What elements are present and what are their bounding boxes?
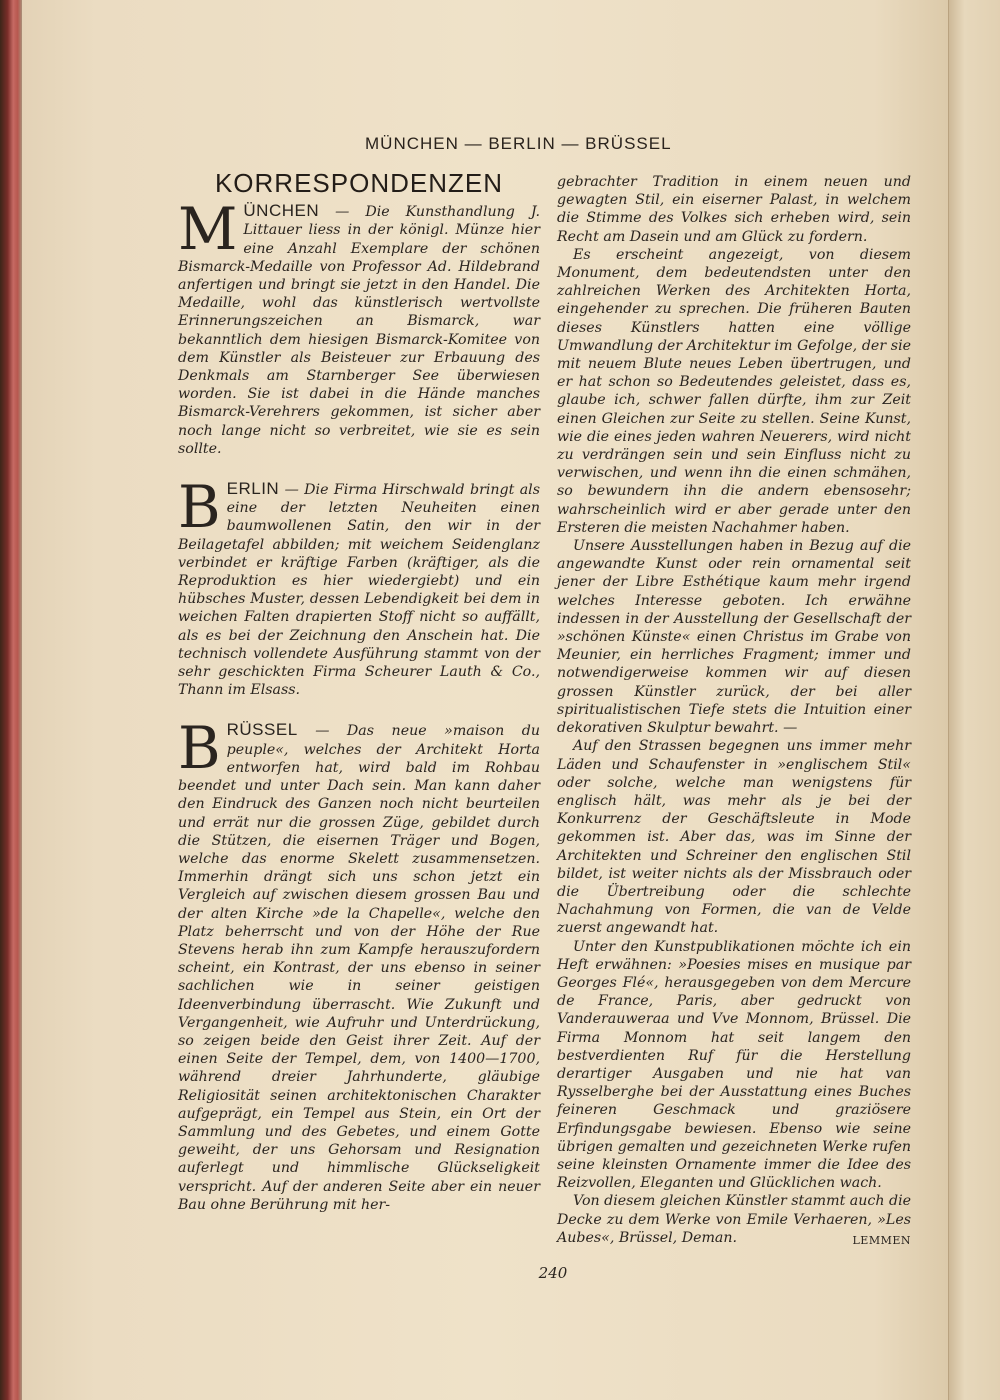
- section-berlin: [178, 473, 540, 699]
- page-title: KORRESPONDENZEN: [214, 168, 504, 198]
- section-brussels: [178, 714, 540, 1213]
- brussels-text: — Das neue »maison du peuple«, welches der Architekt Horta entworfen hat, wird bald im Rohbau beendet und unter Dach sein. Man kann daher den Eindruck des Ganzen noch nicht beurteilen und errät nur die grossen Züge, gebildet durch die Stützen, die eisernen Träger und Bogen, welche das enorme Skelett zusammensetzen. Immerhin drängt sich uns schon jetzt ein Vergleich auf zwischen diesem grossen Bau und der alten Kirche »de la Chapelle«, welche den Platz beherrscht und von der Höhe der Rue Stevens herab ihn zum Kampfe herauszufordern scheint, ein Kontrast, der uns ebenso in seiner sachlichen wie in seiner geistigen Ideenverbindung überrascht. Wie Zukunft und Vergangenheit, wie Aufruhr und Unterdrückung, so zeigen beide den Geist ihrer Zeit. Auf der einen Seite der Tempel, dem, von 1400—1700, während dreier Jahrhunderte, gläubige Religiosität seinen architektonischen Charakter aufgeprägt, ein Tempel aus Stein, ein Ort der Sammlung und des Gebetes, und einem Gotte geweiht, der uns Gehorsam und Resignation auferlegt und himmlische Glückseligkeit verspricht. Auf der anderen Seite aber ein neuer Bau ohne Berührung mit her-: [178, 723, 540, 1213]
- berlin-paragraph: [178, 473, 540, 699]
- author-signature: LEMMEN: [852, 1233, 911, 1247]
- munich-paragraph: [178, 195, 540, 458]
- drop-cap-b: B: [178, 473, 221, 542]
- munich-text: — Die Kunsthandlung J. Littauer liess in der königl. Münze hier eine Anzahl Exemplare der schönen Bismarck-Medaille von Professor Ad. Hildebrand anfertigen und bringt sie jetzt in den Handel. Die Medaille, wohl das künstlerisch wertvollste Erinnerungszeichen an Bismarck, war bekanntlich dem hiesigen Bismarck-Komitee von dem Künstler als Beisteuer zur Erbauung des Denkmals am Starnberger See überwiesen worden. Sie ist dabei in die Hände manches Bismarck-Verehrers gekommen, ist sicher aber noch lange nicht so verbreitet, wie sie es sein sollte.: [178, 204, 540, 457]
- paragraph-english-style: Auf den Strassen begegnen uns immer mehr Läden und Schaufenster in »englischem Stil« oder solche, welche man wenigstens für englisch hält, was mehr als je bei der Konkurrenz der Geschäftsleute in Mode gekommen ist. Aber das, was im Sinne der Architekten und Schreiner den englischen Stil bildet, ist weiter nichts als der Missbrauch oder die Übertreibung oder die schlechte Nachahmung von Formen, die van de Velde zuerst angewandt hat.: [557, 738, 911, 937]
- berlin-text: — Die Firma Hirschwald bringt als eine der letzten Neuheiten einen baumwollenen Satin, den wir in der Beilagetafel abbilden; mit weichem Seidenglanz verbindet er kräftige Farben (kräftiger, als die Reproduktion es hier wiedergiebt) und ein hübsches Muster, dessen Lebendigkeit bei dem in weichen Falten drapierten Stoff nicht so auffällt, als es bei der Zeichnung den Anschein hat. Die technisch vollendete Ausführung stammt von der sehr geschickten Firma Scheurer Lauth & Co., Thann im Elsass.: [178, 482, 540, 699]
- section-munich: [178, 195, 540, 458]
- page-number: 240: [538, 1264, 568, 1282]
- running-head: MÜNCHEN — BERLIN — BRÜSSEL: [365, 134, 672, 153]
- book-spine: [0, 0, 22, 1400]
- paragraph-publications: Unter den Kunstpublikationen möchte ich ein Heft erwähnen: »Poesies mises en musique par Georges Flé«, herausgegeben von dem Mercure de France, Paris, aber gedruckt von Vanderauweraa und Vve Monnom, Brüssel. Die Firma Monnom hat seit langem den bestverdienten Ruf für die Herstellung derartiger Ausgaben und nie hat van Rysselberghe bei der Ausstattung eines Buches feineren Geschmack und graziösere Erfindungsgabe bewiesen. Ebenso wie seine übrigen gemalten und gezeichneten Werke rufen seine kleinsten Ornamente immer die Idee des Reizvollen, Eleganten und Glücklichen wach.: [557, 938, 911, 1192]
- verhaeren-text: Von diesem gleichen Künstler stammt auch die Decke zu dem Werke von Emile Verhaeren, »Les Aubes«, Brüssel, Deman.: [557, 1193, 911, 1246]
- paragraph-horta: Es erscheint angezeigt, von diesem Monument, dem bedeutendsten unter den zahlreichen Werken des Architekten Horta, eingehender zu sprechen. Die früheren Bauten dieses Künstlers hatten eine völlige Umwandlung der Architektur im Gefolge, der sie mit neuem Blute neues Leben übertrugen, und er hat schon so Bedeutendes geleistet, dass es, glaube ich, schwer fallen dürfte, ihm zur Zeit einen Gleichen zur Seite zu stellen. Seine Kunst, wie die eines jeden wahren Neuerers, wird nicht zu verdrängen sein und sein Einfluss nicht zu verwischen, und wenn ihn die einen schmähen, so bewundern ihn die andern ebensosehr; wahrscheinlich wird er aber gerade unter den Ersteren die meisten Nachahmer haben.: [557, 246, 911, 536]
- next-page-edge: [948, 0, 1000, 1400]
- brussels-heading: RÜSSEL: [226, 720, 298, 740]
- paragraph-verhaeren: [557, 1192, 911, 1247]
- brussels-paragraph: [178, 714, 540, 1213]
- paragraph-continuation: gebrachter Tradition in einem neuen und gewagten Stil, ein eiserner Palast, in welchem die Stimme des Volkes sich erheben wird, sein Recht am Dasein und am Glück zu fordern.: [557, 174, 911, 245]
- paragraph-exhibitions: Unsere Ausstellungen haben in Bezug auf die angewandte Kunst oder rein ornamental seit jener der Libre Esthétique kaum mehr irgend welches Interesse geboten. Ich erwähne indessen in der Ausstellung der Gesellschaft der »schönen Künste« einen Christus im Grabe von Meunier, ein herrliches Fragment; immer und notwendigerweise kommen wir auf diesen grossen Künstler zurück, der bei aller spiritualistischen Tiefe stets die Intuition einer dekorativen Skulptur bewahrt. —: [557, 538, 911, 737]
- munich-heading: ÜNCHEN: [243, 201, 320, 221]
- berlin-heading: ERLIN: [226, 479, 280, 499]
- drop-cap-b-brussels: B: [178, 714, 221, 783]
- left-column: [178, 170, 540, 1236]
- drop-cap-m: M: [178, 195, 238, 264]
- right-column: [557, 173, 911, 1250]
